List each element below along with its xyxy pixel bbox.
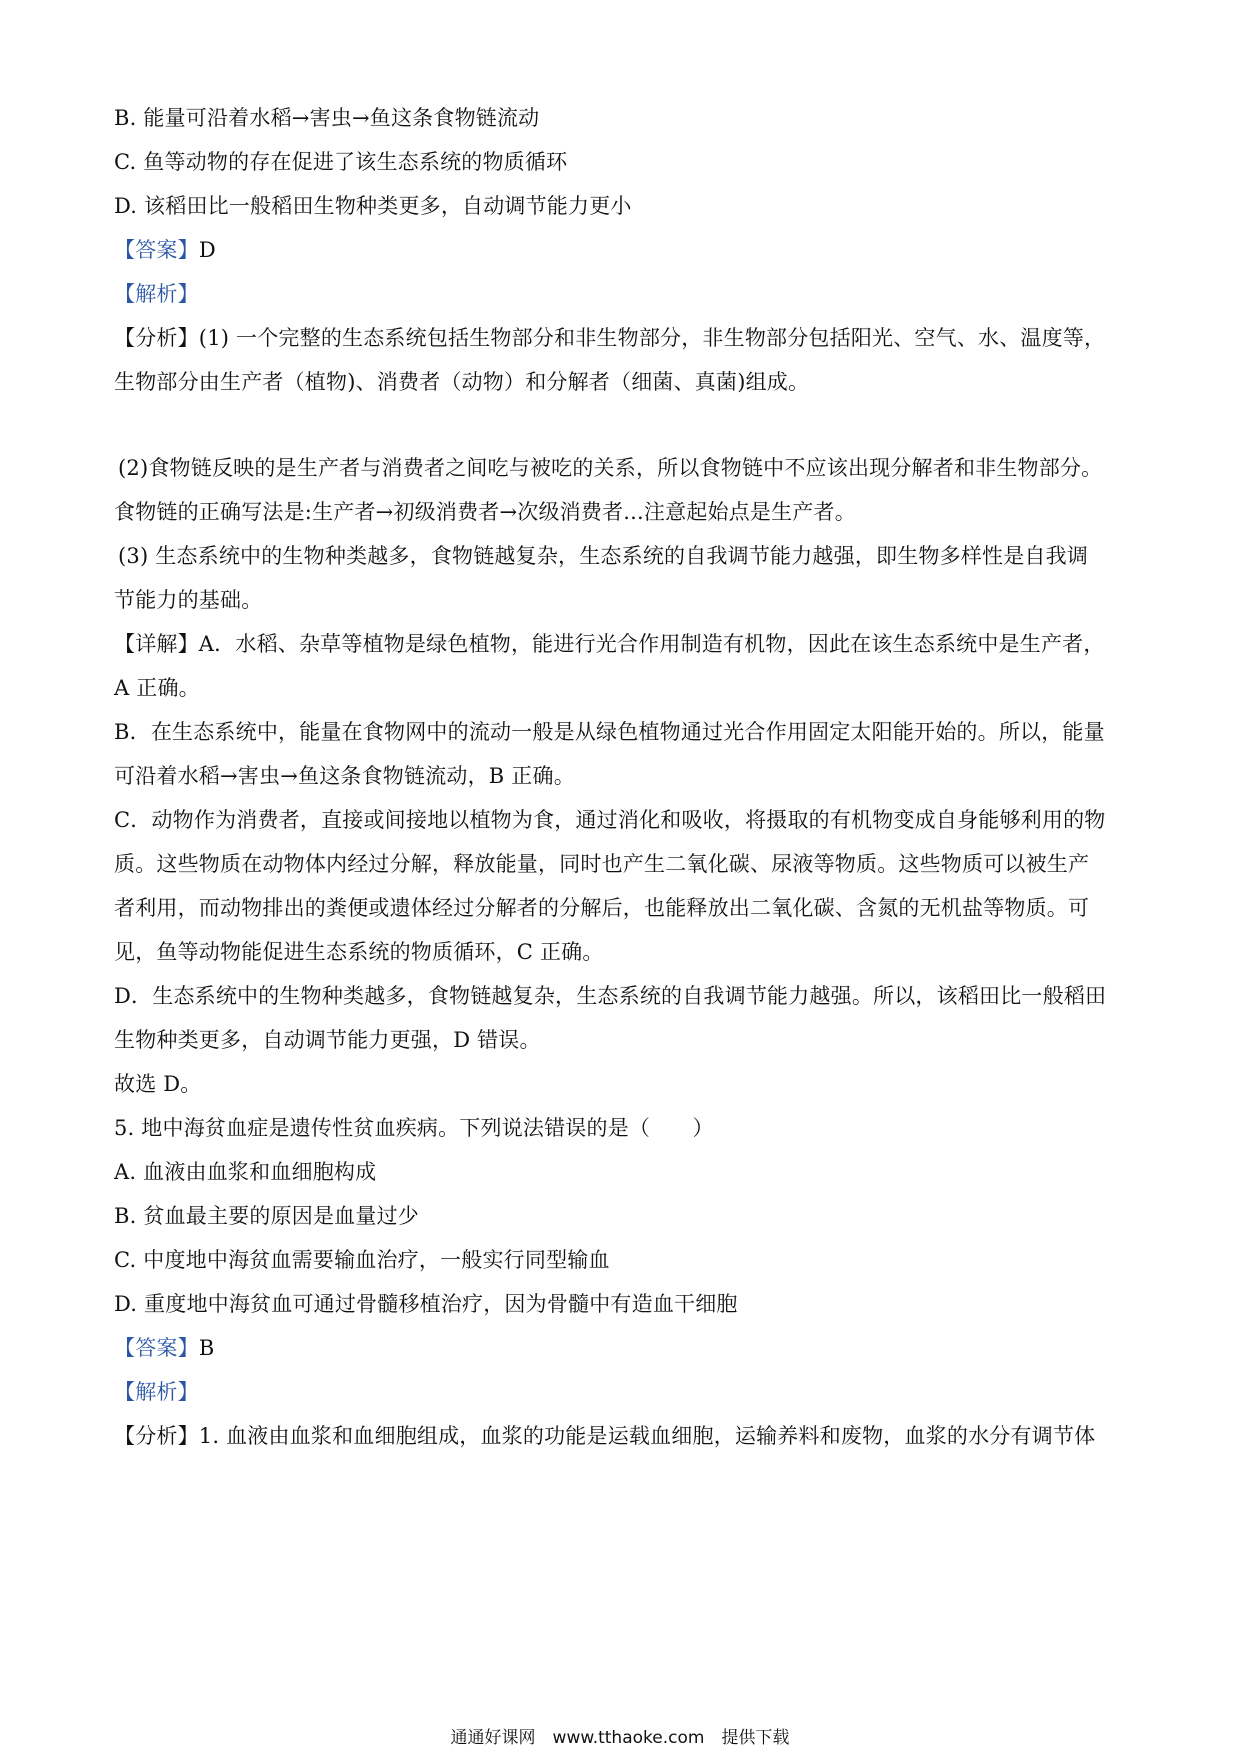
answer-label: 【答案】: [114, 238, 199, 262]
option-c-line: C. 鱼等动物的存在促进了该生态系统的物质循环: [114, 150, 568, 174]
detail-paragraph-d: D．生态系统中的生物种类越多，食物链越复杂，生态系统的自我调节能力越强。所以，该稻田比一般稻田: [114, 984, 1107, 1008]
analysis-heading: [114, 279, 1134, 309]
question-5-answer-label: 【答案】: [114, 1336, 199, 1360]
question-5-analysis-label: 【解析】: [114, 1380, 199, 1404]
question-5-option-c: C. 中度地中海贫血需要输血治疗，一般实行同型输血: [114, 1248, 610, 1272]
conclusion-line: 故选 D。: [114, 1072, 202, 1096]
analysis-label: 【解析】: [114, 282, 199, 306]
page-footer: 通通好课网 www.tthaoke.com 提供下载: [450, 1728, 790, 1748]
question-5-answer-line: [114, 1333, 1134, 1363]
detail-paragraph-c: C．动物作为消费者，直接或间接地以植物为食，通过消化和吸收，将摄取的有机物变成自身能够利用的物: [114, 808, 1106, 832]
detail-paragraph-a: 【详解】A．水稻、杂草等植物是绿色植物，能进行光合作用制造有机物，因此在该生态系统中是生产者，: [114, 632, 1105, 656]
question-5-option-d: D. 重度地中海贫血可通过骨髓移植治疗，因为骨髓中有造血干细胞: [114, 1292, 738, 1316]
detail-paragraph-d-cont: 生物种类更多，自动调节能力更强，D 错误。: [114, 1028, 541, 1052]
question-5-answer-value: B: [198, 1336, 215, 1360]
answer-line: [114, 235, 1134, 265]
question-5-stem: 5. 地中海贫血症是遗传性贫血疾病。下列说法错误的是（ ）: [114, 1116, 714, 1140]
option-d-line: D. 该稻田比一般稻田生物种类更多，自动调节能力更小: [114, 194, 632, 218]
analysis-paragraph-1-cont: 生物部分由生产者（植物)、消费者（动物）和分解者（细菌、真菌)组成。: [114, 370, 810, 394]
detail-paragraph-b: B．在生态系统中，能量在食物网中的流动一般是从绿色植物通过光合作用固定太阳能开始的。所以，能量: [114, 720, 1105, 744]
option-b-line: B. 能量可沿着水稻→害虫→鱼这条食物链流动: [114, 106, 540, 130]
detail-paragraph-c-cont-1: 质。这些物质在动物体内经过分解，释放能量，同时也产生二氧化碳、尿液等物质。这些物质可以被生产: [114, 852, 1090, 876]
analysis-paragraph-3-cont: 节能力的基础。: [114, 588, 263, 612]
analysis-paragraph-2-cont: 食物链的正确写法是:生产者→初级消费者→次级消费者...注意起始点是生产者。: [114, 500, 856, 524]
question-5-analysis-paragraph: 【分析】1. 血液由血浆和血细胞组成，血浆的功能是运载血细胞，运输养料和废物，血浆的水分有调节体: [114, 1424, 1096, 1448]
question-5-option-b: B. 贫血最主要的原因是血量过少: [114, 1204, 419, 1228]
answer-value: D: [198, 238, 216, 262]
detail-paragraph-a-cont: A 正确。: [114, 676, 200, 700]
analysis-paragraph-3: (3) 生态系统中的生物种类越多，食物链越复杂，生态系统的自我调节能力越强，即生物多样性是自我调: [118, 544, 1089, 568]
analysis-paragraph-1: 【分析】(1) 一个完整的生态系统包括生物部分和非生物部分，非生物部分包括阳光、空气、水、温度等，: [114, 326, 1106, 350]
detail-paragraph-b-cont: 可沿着水稻→害虫→鱼这条食物链流动，B 正确。: [114, 764, 575, 788]
analysis-paragraph-2: (2)食物链反映的是生产者与消费者之间吃与被吃的关系，所以食物链中不应该出现分解者和非生物部分。: [118, 456, 1103, 480]
question-5-option-a: A. 血液由血浆和血细胞构成: [114, 1160, 377, 1184]
detail-paragraph-c-cont-2: 者利用，而动物排出的粪便或遗体经过分解者的分解后，也能释放出二氧化碳、含氮的无机盐等物质。可: [114, 896, 1090, 920]
question-5-analysis-heading: [114, 1377, 1134, 1407]
detail-paragraph-c-cont-3: 见，鱼等动物能促进生态系统的物质循环，C 正确。: [114, 940, 604, 964]
